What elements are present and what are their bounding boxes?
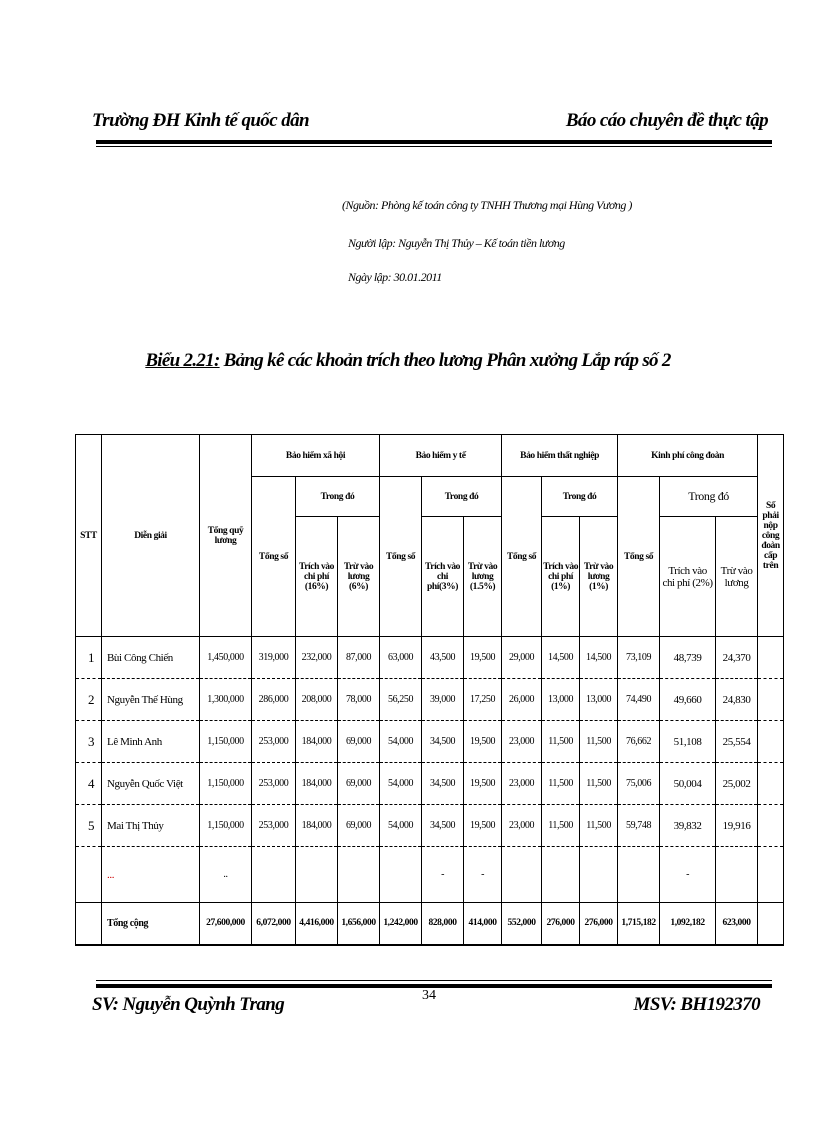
row-bhyt-c: 34,500 — [422, 763, 464, 805]
row-bhtn-c: 13,000 — [542, 679, 580, 721]
row-kp-c: 39,832 — [660, 805, 716, 847]
total-label: Tổng cộng — [102, 903, 200, 945]
header-rule-thin — [96, 146, 772, 147]
row-kp-c: 51,108 — [660, 721, 716, 763]
footer-student: SV: Nguyễn Quỳnh Trang — [92, 994, 285, 1015]
row-quy: 1,150,000 — [200, 763, 252, 805]
row-bhtn-t: 29,000 — [502, 637, 542, 679]
row-bhxh-t: 253,000 — [252, 763, 296, 805]
row-bhyt-c: 34,500 — [422, 805, 464, 847]
col-group-bhyt: Bảo hiểm y tế — [380, 435, 502, 477]
row-bhtn-l: 11,500 — [580, 721, 618, 763]
row-bhtn-l: 11,500 — [580, 763, 618, 805]
col-group-kpcd: Kinh phí công đoàn — [618, 435, 758, 477]
row-bhyt-t: 56,250 — [380, 679, 422, 721]
row-bhtn-t: 23,000 — [502, 763, 542, 805]
row-bhyt-l: 19,500 — [464, 805, 502, 847]
total-bhxh-l: 1,656,000 — [338, 903, 380, 945]
row-bhyt-t: 54,000 — [380, 763, 422, 805]
row-so-phai-nop — [758, 763, 784, 805]
col-bhyt-chi-phi: Trích vào chi phí(3%) — [422, 517, 464, 637]
row-bhtn-t: 23,000 — [502, 721, 542, 763]
row-bhxh-c: 184,000 — [296, 805, 338, 847]
row-bhxh-l: 69,000 — [338, 805, 380, 847]
col-kpcd-tong-so: Tổng số — [618, 477, 660, 637]
row-bhyt-c: 43,500 — [422, 637, 464, 679]
row-bhtn-l: 13,000 — [580, 679, 618, 721]
col-bhtn-chi-phi: Trích vào chi phí (1%) — [542, 517, 580, 637]
row-quy: 1,150,000 — [200, 721, 252, 763]
row-bhxh-l: 78,000 — [338, 679, 380, 721]
total-bhyt-t: 1,242,000 — [380, 903, 422, 945]
col-bhtn-tong-so: Tổng số — [502, 477, 542, 637]
row-bhyt-t: 63,000 — [380, 637, 422, 679]
ellipsis-row — [76, 847, 784, 903]
footer-page-number: 34 — [422, 988, 436, 1003]
col-kpcd-trong-do: Trong đó — [660, 477, 758, 517]
col-bhxh-trong-do: Trong đó — [296, 477, 380, 517]
row-kp-t: 73,109 — [618, 637, 660, 679]
row-so-phai-nop — [758, 721, 784, 763]
col-bhxh-tong-so: Tổng số — [252, 477, 296, 637]
total-kp-t: 1,715,182 — [618, 903, 660, 945]
ellipsis-quy: .. — [200, 847, 252, 903]
row-bhyt-l: 19,500 — [464, 637, 502, 679]
footer-student-id: MSV: BH192370 — [633, 994, 760, 1015]
row-bhxh-t: 253,000 — [252, 805, 296, 847]
total-kp-c: 1,092,182 — [660, 903, 716, 945]
row-kp-t: 76,662 — [618, 721, 660, 763]
ellipsis-name: ... — [102, 847, 200, 903]
header-report-type: Báo cáo chuyên đề thực tập — [565, 110, 768, 131]
row-quy: 1,450,000 — [200, 637, 252, 679]
row-stt: 5 — [76, 805, 102, 847]
table-title — [0, 350, 816, 372]
row-bhyt-t: 54,000 — [380, 721, 422, 763]
row-bhxh-c: 184,000 — [296, 763, 338, 805]
header-school: Trường ĐH Kinh tế quốc dân — [92, 110, 309, 131]
col-so-phai-nop: Số phải nộp công đoàn cấp trên — [758, 435, 784, 637]
row-so-phai-nop — [758, 637, 784, 679]
row-name: Nguyễn Thế Hùng — [102, 679, 200, 721]
row-bhxh-t: 319,000 — [252, 637, 296, 679]
header-rule-thick — [96, 140, 772, 144]
row-kp-c: 48,739 — [660, 637, 716, 679]
row-bhyt-l: 17,250 — [464, 679, 502, 721]
row-bhyt-l: 19,500 — [464, 763, 502, 805]
row-bhyt-t: 54,000 — [380, 805, 422, 847]
col-bhyt-trong-do: Trong đó — [422, 477, 502, 517]
row-bhtn-c: 11,500 — [542, 721, 580, 763]
row-bhyt-c: 39,000 — [422, 679, 464, 721]
row-kp-c: 50,004 — [660, 763, 716, 805]
col-kpcd-chi-phi: Trích vào chi phí (2%) — [660, 517, 716, 637]
col-dien-giai: Diễn giải — [102, 435, 200, 637]
row-bhtn-c: 11,500 — [542, 805, 580, 847]
row-bhtn-t: 23,000 — [502, 805, 542, 847]
row-bhxh-l: 87,000 — [338, 637, 380, 679]
table-row — [76, 763, 784, 805]
col-kpcd-luong: Trừ vào lương — [716, 517, 758, 637]
total-bhtn-c: 276,000 — [542, 903, 580, 945]
row-so-phai-nop — [758, 805, 784, 847]
total-bhyt-c: 828,000 — [422, 903, 464, 945]
deductions-table — [75, 434, 784, 946]
row-bhxh-c: 232,000 — [296, 637, 338, 679]
ellipsis-bhyt-c: - — [422, 847, 464, 903]
row-name: Bùi Công Chiến — [102, 637, 200, 679]
table-row — [76, 721, 784, 763]
table-title-text: Bảng kê các khoản trích theo lương Phân xưởng Lắp ráp số 2 — [219, 350, 671, 371]
total-kp-l: 623,000 — [716, 903, 758, 945]
row-stt: 1 — [76, 637, 102, 679]
row-bhxh-t: 253,000 — [252, 721, 296, 763]
total-row — [76, 903, 784, 945]
col-tong-quy-luong: Tổng quỹ lương — [200, 435, 252, 637]
footer-rule-thin — [96, 980, 772, 981]
row-kp-l: 24,830 — [716, 679, 758, 721]
col-bhyt-tong-so: Tổng số — [380, 477, 422, 637]
total-bhxh-t: 6,072,000 — [252, 903, 296, 945]
row-kp-t: 75,006 — [618, 763, 660, 805]
ellipsis-bhyt-l: - — [464, 847, 502, 903]
total-quy: 27,600,000 — [200, 903, 252, 945]
row-kp-t: 59,748 — [618, 805, 660, 847]
total-bhtn-l: 276,000 — [580, 903, 618, 945]
col-group-bhxh: Bảo hiểm xã hội — [252, 435, 380, 477]
row-kp-t: 74,490 — [618, 679, 660, 721]
col-bhtn-luong: Trừ vào lương (1%) — [580, 517, 618, 637]
row-stt: 2 — [76, 679, 102, 721]
row-bhtn-l: 11,500 — [580, 805, 618, 847]
total-bhyt-l: 414,000 — [464, 903, 502, 945]
row-bhtn-c: 11,500 — [542, 763, 580, 805]
row-bhtn-t: 26,000 — [502, 679, 542, 721]
row-bhtn-l: 14,500 — [580, 637, 618, 679]
row-bhyt-l: 19,500 — [464, 721, 502, 763]
table-row — [76, 805, 784, 847]
prepared-date: Ngày lập: 30.01.2011 — [348, 270, 442, 284]
table-row — [76, 679, 784, 721]
row-bhxh-l: 69,000 — [338, 763, 380, 805]
row-kp-l: 25,002 — [716, 763, 758, 805]
row-kp-l: 19,916 — [716, 805, 758, 847]
row-name: Nguyễn Quốc Việt — [102, 763, 200, 805]
row-so-phai-nop — [758, 679, 784, 721]
row-kp-l: 24,370 — [716, 637, 758, 679]
col-bhyt-luong: Trừ vào lương (1.5%) — [464, 517, 502, 637]
row-quy: 1,150,000 — [200, 805, 252, 847]
col-bhxh-chi-phi: Trích vào chi phí (16%) — [296, 517, 338, 637]
ellipsis-kp-c: - — [660, 847, 716, 903]
row-bhxh-l: 69,000 — [338, 721, 380, 763]
col-bhtn-trong-do: Trong đó — [542, 477, 618, 517]
table-title-label: Biểu 2.21: — [145, 350, 220, 371]
row-bhxh-t: 286,000 — [252, 679, 296, 721]
table-row — [76, 637, 784, 679]
row-bhxh-c: 208,000 — [296, 679, 338, 721]
row-bhtn-c: 14,500 — [542, 637, 580, 679]
row-name: Mai Thị Thủy — [102, 805, 200, 847]
row-quy: 1,300,000 — [200, 679, 252, 721]
source-note: (Nguồn: Phòng kế toán công ty TNHH Thương mại Hùng Vương ) — [342, 198, 632, 212]
row-kp-c: 49,660 — [660, 679, 716, 721]
row-bhyt-c: 34,500 — [422, 721, 464, 763]
col-group-bhtn: Bảo hiểm thất nghiệp — [502, 435, 618, 477]
col-stt: STT — [76, 435, 102, 637]
row-kp-l: 25,554 — [716, 721, 758, 763]
total-bhtn-t: 552,000 — [502, 903, 542, 945]
col-bhxh-luong: Trừ vào lương (6%) — [338, 517, 380, 637]
total-bhxh-c: 4,416,000 — [296, 903, 338, 945]
row-stt: 4 — [76, 763, 102, 805]
row-bhxh-c: 184,000 — [296, 721, 338, 763]
row-name: Lê Minh Anh — [102, 721, 200, 763]
prepared-by: Người lập: Nguyễn Thị Thủy – Kế toán tiền lương — [348, 236, 565, 250]
row-stt: 3 — [76, 721, 102, 763]
